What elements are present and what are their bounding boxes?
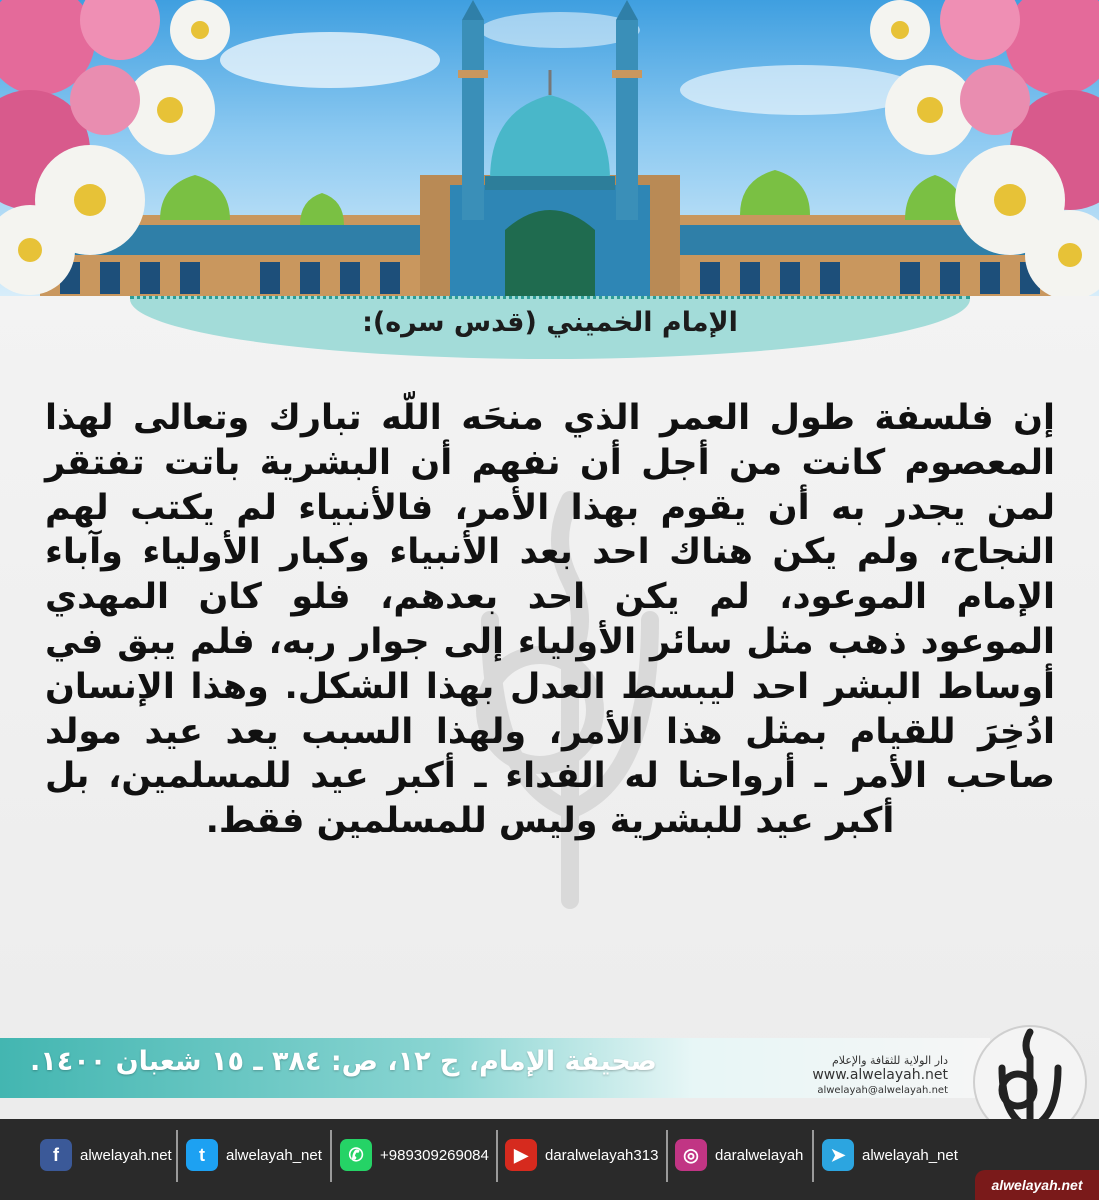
publisher-website[interactable]: www.alwelayah.net: [812, 1067, 948, 1083]
twitter-icon: t: [186, 1139, 218, 1171]
publisher-info: [800, 1054, 948, 1096]
divider: [666, 1130, 668, 1182]
publisher-email[interactable]: alwelayah@alwelayah.net: [817, 1085, 948, 1096]
social-label: alwelayah_net: [226, 1146, 322, 1164]
social-label: +989309269084: [380, 1146, 489, 1164]
social-link-telegram[interactable]: [822, 1138, 958, 1172]
divider: [496, 1130, 498, 1182]
social-link-facebook[interactable]: [40, 1138, 172, 1172]
whatsapp-icon: ✆: [340, 1139, 372, 1171]
divider: [176, 1130, 178, 1182]
social-label: alwelayah.net: [80, 1146, 172, 1164]
footer-url[interactable]: alwelayah.net: [975, 1170, 1099, 1200]
publisher-name: دار الولاية للثقافة والإعلام: [831, 1054, 948, 1067]
social-label: daralwelayah313: [545, 1146, 659, 1164]
social-link-instagram[interactable]: [675, 1138, 803, 1172]
telegram-icon: ➤: [822, 1139, 854, 1171]
divider: [812, 1130, 814, 1182]
youtube-icon: ▶: [505, 1139, 537, 1171]
facebook-icon: f: [40, 1139, 72, 1171]
header-image: [0, 0, 1099, 300]
page-title: الإمام الخميني (قدس سره):: [362, 307, 738, 338]
quote-text: إن فلسفة طول العمر الذي منحَه اللّه تبارك وتعالى لهذا المعصوم كانت من أجل أن نفهم أن البشرية باتت تفتقر لمن يجدر به أن يقوم بهذا الأمر، فالأنبياء لم يكتب لهم النجاح، ولم يكن هناك احد بعد الأنبياء وكبار الأولياء وآباء الإمام الموعود، لم يكن احد بعدهم، فلو كان المهدي الموعود ذهب مثل سائر الأولياء إلى جوار ربه، فلم يبق في أوساط البشر احد ليبسط العدل بهذا الشكل. وهذا الإنسان ادُخِرَ للقيام بمثل هذا الأمر، ولهذا السبب يعد عيد مولد صاحب الأمر ـ أرواحنا له الفداء ـ أكبر عيد للمسلمين، بل أكبر عيد للبشرية وليس للمسلمين فقط.: [45, 398, 1055, 842]
mosque-illustration: [0, 0, 1099, 300]
social-link-youtube[interactable]: [505, 1138, 658, 1172]
social-label: daralwelayah: [715, 1146, 804, 1164]
source-citation: صحيفة الإمام، ج ١٢، ص: ٣٨٤ ـ ١٥ شعبان ١٤٠٠.: [30, 1046, 657, 1077]
social-label: alwelayah_net: [862, 1146, 958, 1164]
instagram-icon: ◎: [675, 1139, 707, 1171]
social-link-twitter[interactable]: [186, 1138, 322, 1172]
social-link-whatsapp[interactable]: [340, 1138, 489, 1172]
divider: [330, 1130, 332, 1182]
